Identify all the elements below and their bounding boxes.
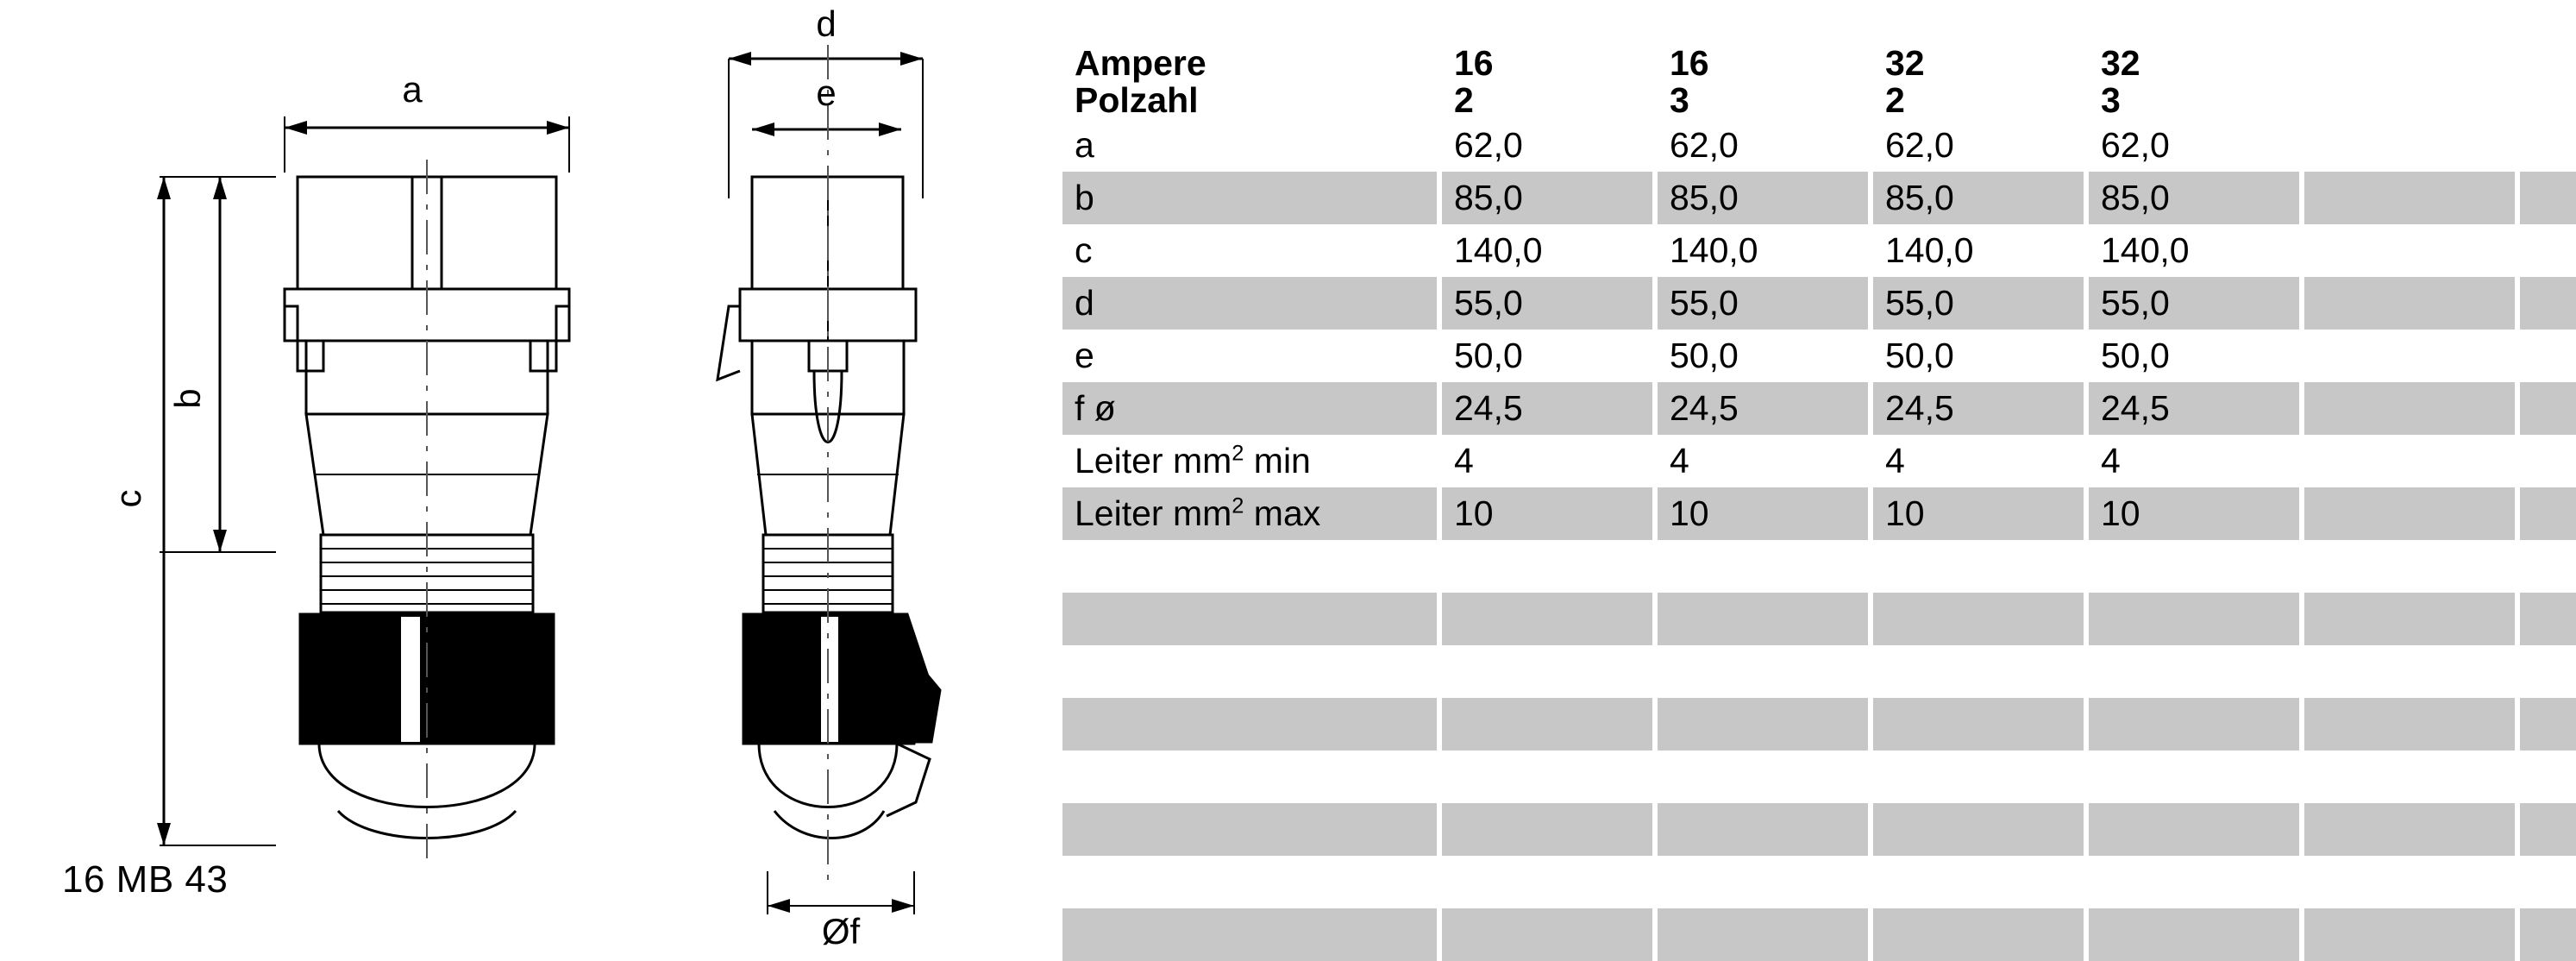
row-value [2517,330,2576,382]
specification-table [1062,45,2572,961]
table-row [1062,277,2576,330]
dimension-label-f: Øf [821,911,861,952]
row-label [1062,540,1439,593]
row-value [1439,856,1655,908]
row-value [1655,856,1871,908]
row-label: b [1062,172,1439,224]
row-label: Leiter $mm^2$ min [1062,435,1439,487]
row-value [1655,751,1871,803]
row-value: 140,0 [1655,224,1871,277]
row-value [1871,751,2086,803]
row-value [2517,593,2576,645]
row-value [2302,382,2517,435]
row-value [2302,330,2517,382]
row-label [1062,908,1439,961]
row-value: 85,0 [1439,172,1655,224]
row-value [2302,645,2517,698]
row-value: 50,0 [1439,330,1655,382]
row-value [2517,382,2576,435]
dimension-label-a: a [402,69,423,110]
row-value: 24,5 [2086,382,2302,435]
row-value: 62,0 [2086,119,2302,172]
row-value: 140,0 [1439,224,1655,277]
row-value [2302,593,2517,645]
table-row [1062,487,2576,540]
table-row [1062,751,2576,803]
row-value [2086,803,2302,856]
row-value [1439,803,1655,856]
row-value: 55,0 [2086,277,2302,330]
row-value [2517,172,2576,224]
row-value: 50,0 [1655,330,1871,382]
row-value [2302,856,2517,908]
table-row [1062,330,2576,382]
row-value: 24,5 [1871,382,2086,435]
header-polzahl-value: 2 [1885,80,1905,120]
row-label [1062,803,1439,856]
row-label [1062,698,1439,751]
row-value [2517,224,2576,277]
row-value [1439,593,1655,645]
table-row [1062,908,2576,961]
row-label [1062,751,1439,803]
row-value: 10 [1655,487,1871,540]
row-value: 10 [1871,487,2086,540]
row-value: 24,5 [1439,382,1655,435]
row-label [1062,856,1439,908]
header-ampere-label: Ampere [1075,45,1207,83]
row-value [2517,856,2576,908]
row-label: d [1062,277,1439,330]
row-value [1871,698,2086,751]
row-value [2302,908,2517,961]
table-row [1062,224,2576,277]
row-value [2086,645,2302,698]
row-value: 50,0 [2086,330,2302,382]
row-value [2302,751,2517,803]
row-value [2517,645,2576,698]
row-value: 4 [1655,435,1871,487]
row-label: f ø [1062,382,1439,435]
row-value [1439,540,1655,593]
table-row [1062,593,2576,645]
row-value [2517,698,2576,751]
row-label [1062,593,1439,645]
header-polzahl-label: Polzahl [1075,80,1199,120]
header-polzahl-value: 2 [1454,80,1474,120]
row-value [1871,540,2086,593]
table-header-row [1062,45,2576,119]
header-column-6 [2517,45,2576,119]
table-row [1062,645,2576,698]
row-value [2086,593,2302,645]
header-column-4 [2086,45,2302,119]
row-value: 50,0 [1871,330,2086,382]
row-value: 140,0 [1871,224,2086,277]
header-column-1 [1439,45,1655,119]
header-polzahl-value: 3 [2101,80,2121,120]
row-value [2086,856,2302,908]
row-value: 55,0 [1871,277,2086,330]
row-value [2302,277,2517,330]
row-value: 85,0 [1871,172,2086,224]
row-value [1439,751,1655,803]
row-value [2302,487,2517,540]
header-ampere-value: 16 [1454,45,1494,83]
row-value [2086,540,2302,593]
row-value: 140,0 [2086,224,2302,277]
part-number-label: 16 MB 43 [62,858,229,901]
row-value [2302,119,2517,172]
row-label: Leiter $mm^2$ max [1062,487,1439,540]
header-ampere-value: 16 [1670,45,1709,83]
row-value [2302,435,2517,487]
row-value [2517,487,2576,540]
drawing-svg [0,0,1061,956]
header-ampere-value: 32 [2101,45,2140,83]
row-value [2517,435,2576,487]
table-row [1062,856,2576,908]
row-value: 85,0 [2086,172,2302,224]
row-value [1439,645,1655,698]
dimension-label-e: e [816,72,837,113]
dimension-label-d: d [816,3,837,44]
header-polzahl-value: 3 [1670,80,1689,120]
table-row [1062,698,2576,751]
row-value [2302,224,2517,277]
row-value [2517,119,2576,172]
row-value: 55,0 [1439,277,1655,330]
table-row [1062,382,2576,435]
row-value [1655,908,1871,961]
dimension-label-b: b [167,388,208,409]
row-value [1871,645,2086,698]
row-value: 4 [1871,435,2086,487]
row-value [2517,803,2576,856]
row-value: 62,0 [1439,119,1655,172]
header-column-3 [1871,45,2086,119]
row-value [1655,593,1871,645]
row-label [1062,645,1439,698]
row-value [1871,803,2086,856]
table-row [1062,172,2576,224]
row-value [1655,803,1871,856]
row-value [2302,540,2517,593]
row-value: 4 [2086,435,2302,487]
row-value [2086,908,2302,961]
row-label: e [1062,330,1439,382]
row-value [1871,908,2086,961]
row-value [1439,698,1655,751]
row-value [2302,698,2517,751]
row-value: 62,0 [1871,119,2086,172]
row-value [1655,540,1871,593]
row-value [2302,172,2517,224]
row-value [2086,751,2302,803]
row-value: 85,0 [1655,172,1871,224]
dimension-label-c: c [108,489,148,508]
row-label: c [1062,224,1439,277]
row-value [2086,698,2302,751]
table-body [1062,45,2576,961]
header-column-5 [2302,45,2517,119]
row-value: 10 [2086,487,2302,540]
header-ampere-value: 32 [1885,45,1925,83]
row-value [2302,803,2517,856]
row-value [2517,277,2576,330]
row-value [1439,908,1655,961]
table-row [1062,435,2576,487]
row-value: 24,5 [1655,382,1871,435]
row-value: 62,0 [1655,119,1871,172]
row-value [1871,593,2086,645]
header-column-2 [1655,45,1871,119]
row-value [1655,698,1871,751]
row-label: a [1062,119,1439,172]
table-row [1062,540,2576,593]
row-value: 4 [1439,435,1655,487]
row-value [2517,908,2576,961]
row-value [1655,645,1871,698]
table-row [1062,119,2576,172]
row-value: 10 [1439,487,1655,540]
row-value [1871,856,2086,908]
table-row [1062,803,2576,856]
row-value [2517,751,2576,803]
row-value [2517,540,2576,593]
row-value: 55,0 [1655,277,1871,330]
technical-drawing [0,0,1061,956]
header-label-cell [1062,45,1439,119]
